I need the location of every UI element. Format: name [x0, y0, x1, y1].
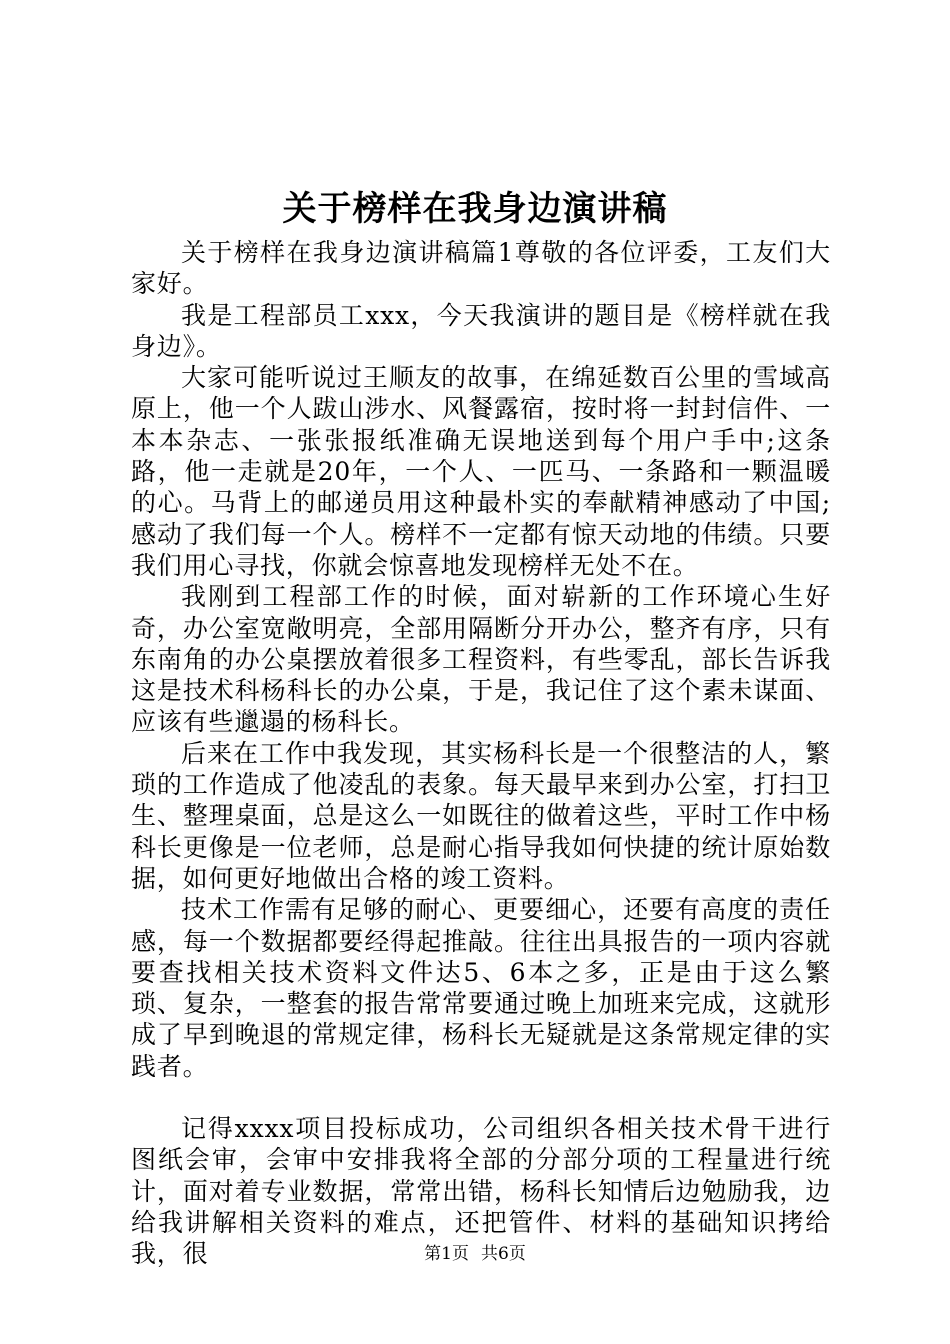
paragraph-4: 我刚到工程部工作的时候，面对崭新的工作环境心生好奇，办公室宽敞明亮，全部用隔断分开办公，整齐有序，只有东南角的办公桌摆放着很多工程资料，有些零乱，部长告诉我这是技术科杨科长的办公桌，于是，我记住了这个素未谋面、应该有些邋遢的杨科长。	[131, 582, 831, 737]
paragraph-2: 我是工程部员工xxx，今天我演讲的题目是《榜样就在我身边》。	[131, 300, 831, 361]
paragraph-5: 后来在工作中我发现，其实杨科长是一个很整洁的人，繁琐的工作造成了他凌乱的表象。每天最早来到办公室，打扫卫生、整理桌面，总是这么一如既往的做着这些，平时工作中杨科长更像是一位老师，总是耐心指导我如何快捷的统计原始数据，如何更好地做出合格的竣工资料。	[131, 738, 831, 893]
page-total: 共6页	[481, 1244, 526, 1264]
paragraph-7: 记得xxxx项目投标成功，公司组织各相关技术骨干进行图纸会审，会审中安排我将全部的分部分项的工程量进行统计，面对着专业数据，常常出错，杨科长知情后边勉励我，边给我讲解相关资料的难点，还把管件、材料的基础知识拷给我，很	[131, 1114, 831, 1269]
paragraph-3: 大家可能听说过王顺友的故事，在绵延数百公里的雪域高原上，他一个人跋山涉水、风餐露宿，按时将一封封信件、一本本杂志、一张张报纸准确无误地送到每个用户手中;这条路，他一走就是20年，一个人、一匹马、一条路和一颗温暖的心。马背上的邮递员用这种最朴实的奉献精神感动了中国;感动了我们每一个人。榜样不一定都有惊天动地的伟绩。只要我们用心寻找，你就会惊喜地发现榜样无处不在。	[131, 363, 831, 580]
page-footer	[0, 1242, 950, 1266]
paragraph-6: 技术工作需有足够的耐心、更要细心，还要有高度的责任感，每一个数据都要经得起推敲。往往出具报告的一项内容就要查找相关技术资料文件达5、6本之多，正是由于这么繁琐、复杂，一整套的报告常常要通过晚上加班来完成，这就形成了早到晚退的常规定律，杨科长无疑就是这条常规定律的实践者。	[131, 895, 831, 1081]
paragraph-1: 关于榜样在我身边演讲稿篇1尊敬的各位评委，工友们大家好。	[131, 238, 831, 299]
page-number: 第1页	[424, 1244, 469, 1264]
document-title: 关于榜样在我身边演讲稿	[282, 189, 668, 229]
document-body	[131, 237, 831, 1270]
